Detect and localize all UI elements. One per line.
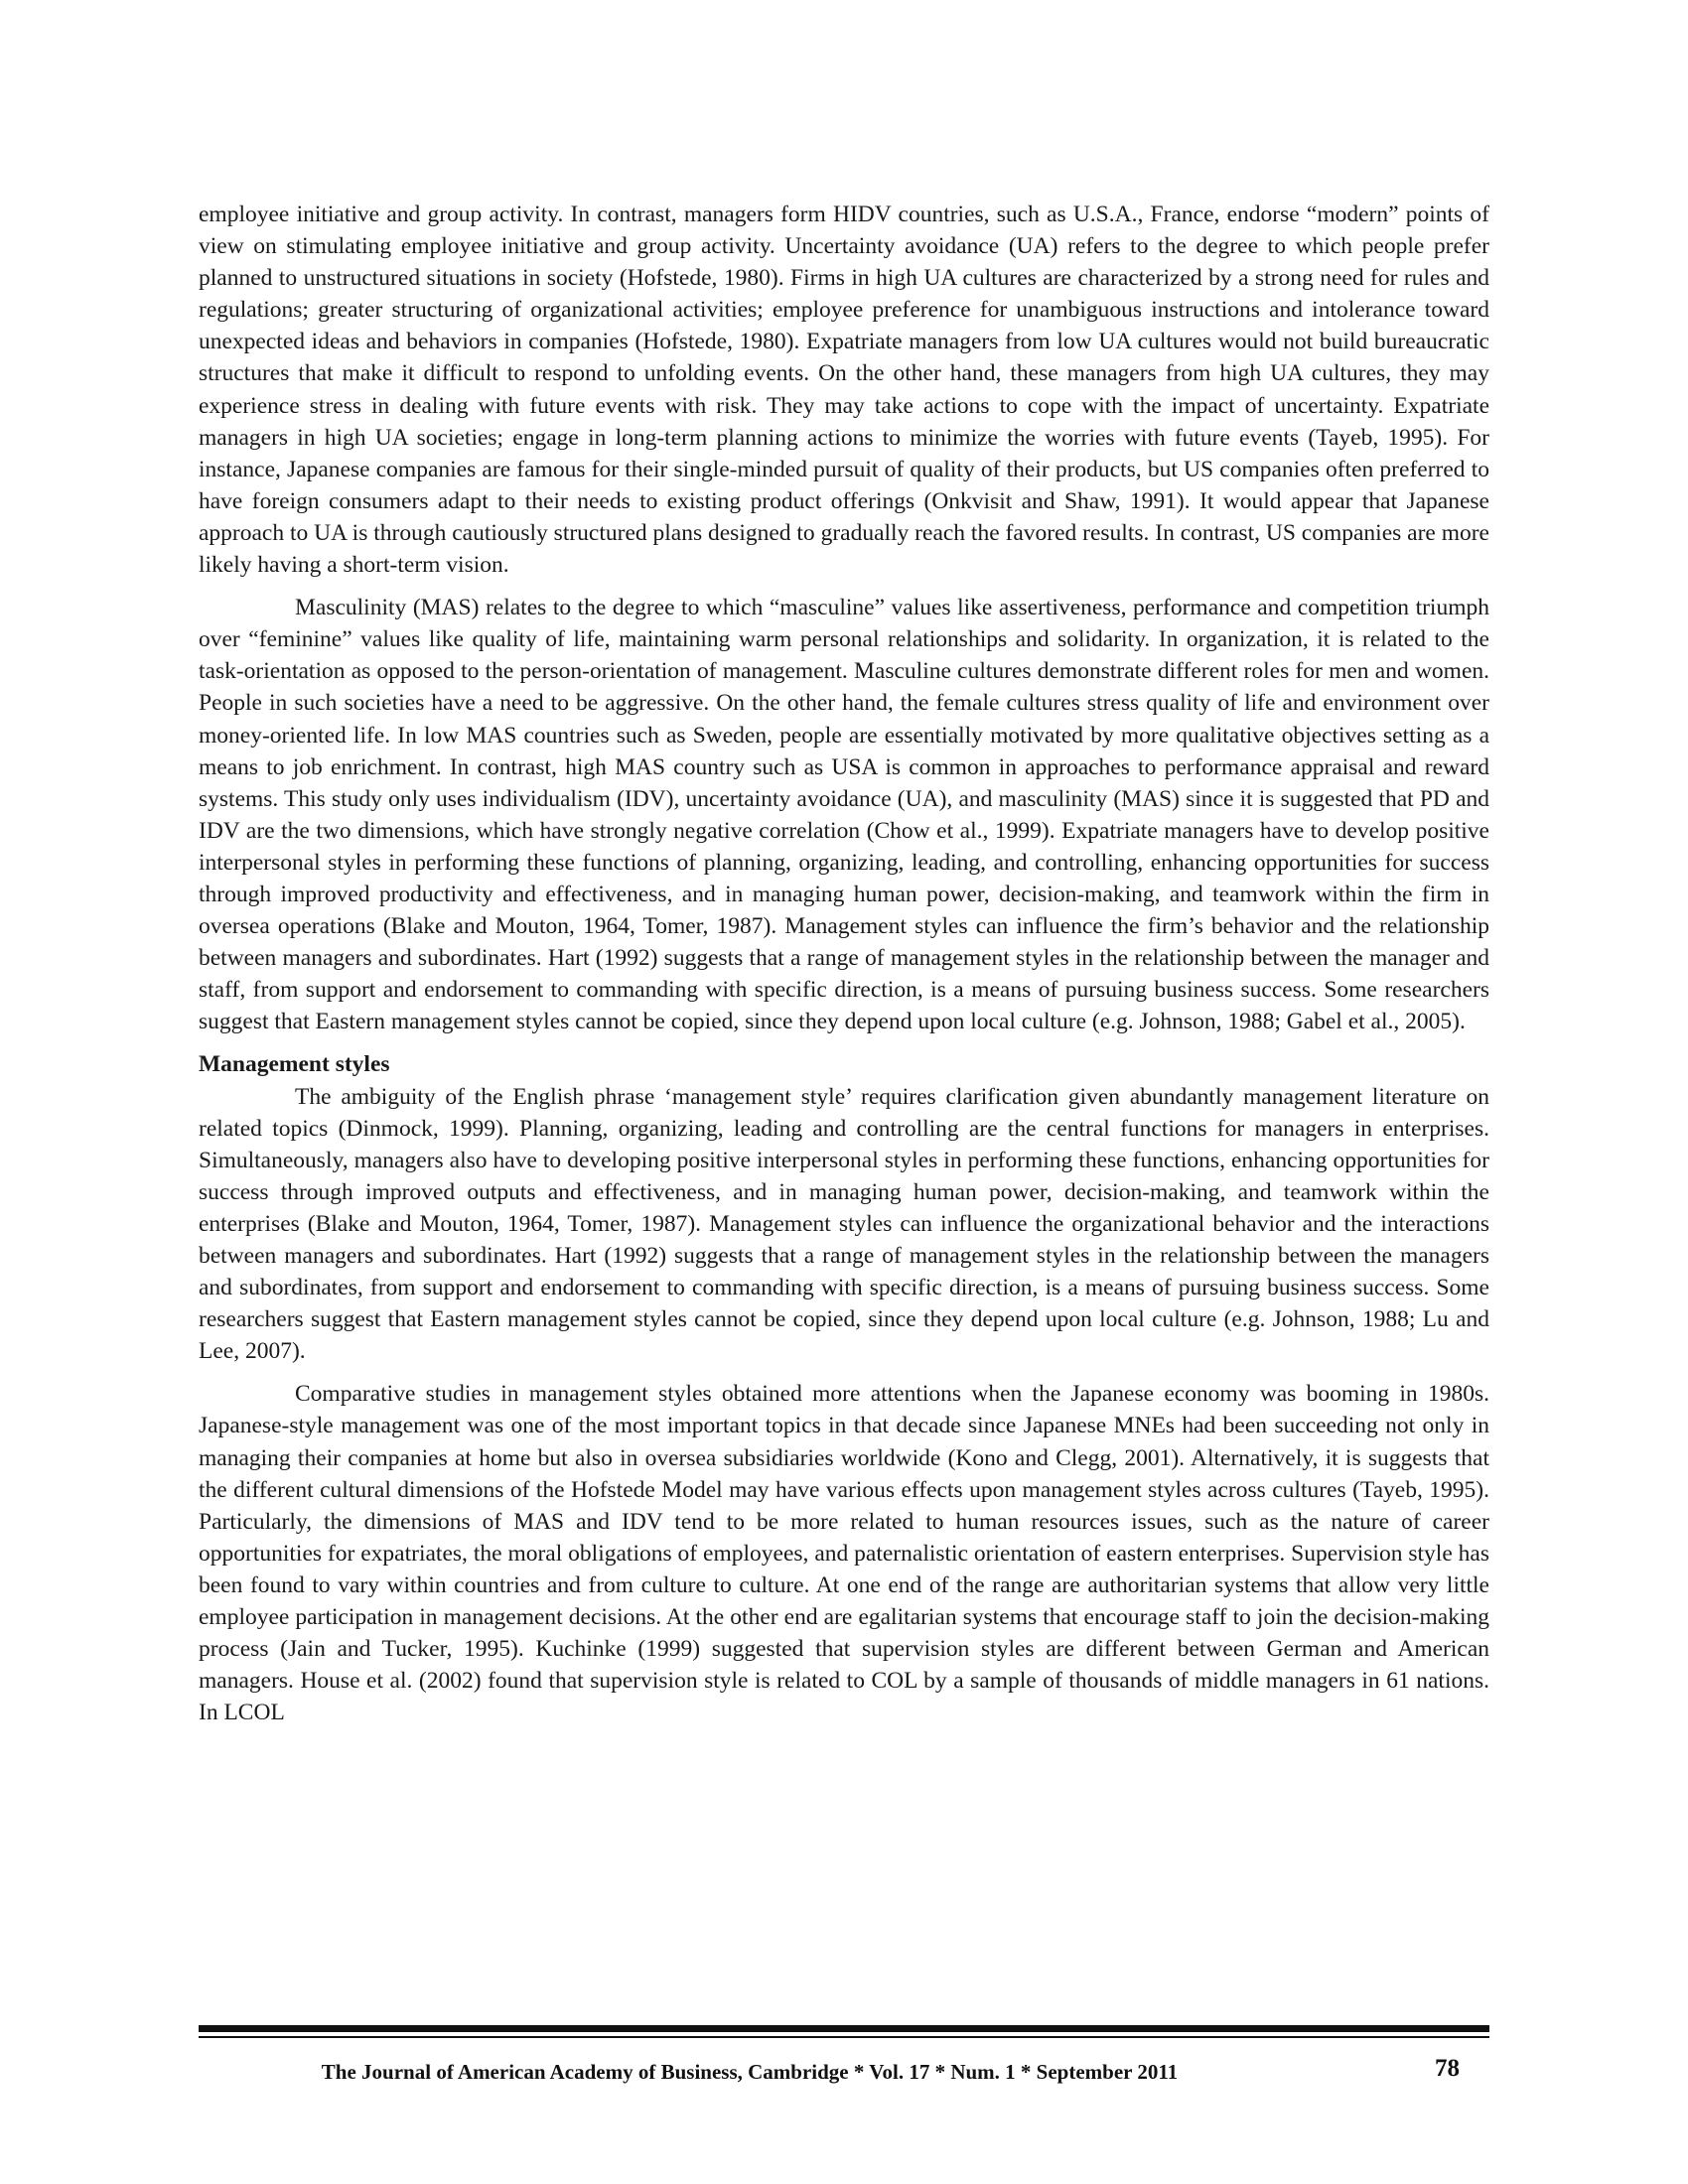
- page-body: [199, 199, 1489, 1728]
- section-heading: Management styles: [199, 1051, 390, 1078]
- paragraph-gap: [199, 581, 1489, 592]
- paragraph-gap: [199, 1367, 1489, 1378]
- footer-journal-line: The Journal of American Academy of Business, Cambridge * Vol. 17 * Num. 1 * September 2011: [321, 2060, 1179, 2084]
- body-paragraph-1: employee initiative and group activity. In contrast, managers form HIDV countries, such as U.S.A., France, endorse “modern” points of view on stimulating employee initiative and group activity. Uncertainty avoidance (UA) refers to the degree to which people prefer planned to unstructured situations in society (Hofstede, 1980). Firms in high UA cultures are characterized by a strong need for rules and regulations; greater structuring of organizational activities; employee preference for unambiguous instructions and intolerance toward unexpected ideas and behaviors in companies (Hofstede, 1980). Expatriate managers from low UA cultures would not build bureaucratic structures that make it difficult to respond to unfolding events. On the other hand, these managers from high UA cultures, they may experience stress in dealing with future events with risk. They may take actions to cope with the impact of uncertainty. Expatriate managers in high UA societies; engage in long-term planning actions to minimize the worries with future events (Tayeb, 1995). For instance, Japanese companies are famous for their single-minded pursuit of quality of their products, but US companies often preferred to have foreign consumers adapt to their needs to existing product offerings (Onkvisit and Shaw, 1991). It would appear that Japanese approach to UA is through cautiously structured plans designed to gradually reach the favored results. In contrast, US companies are more likely having a short-term vision.: [199, 202, 1489, 579]
- footer-rule-thin: [199, 2036, 1489, 2038]
- body-paragraph-4: Comparative studies in management styles obtained more attentions when the Japanese economy was booming in 1980s. Japanese-style management was one of the most important topics in that decade since Japanese MNEs had been succeeding not only in managing their companies at home but also in oversea subsidiaries worldwide (Kono and Clegg, 2001). Alternatively, it is suggests that the different cultural dimensions of the Hofstede Model may have various effects upon management styles across cultures (Tayeb, 1995). Particularly, the dimensions of MAS and IDV tend to be more related to human resources issues, such as the nature of career opportunities for expatriates, the moral obligations of employees, and paternalistic orientation of eastern enterprises. Supervision style has been found to vary within countries and from culture to culture. At one end of the range are authoritarian systems that allow very little employee participation in management decisions. At the other end are egalitarian systems that encourage staff to join the decision-making process (Jain and Tucker, 1995). Kuchinke (1999) suggested that supervision styles are different between German and American managers. House et al. (2002) found that supervision style is related to COL by a sample of thousands of middle managers in 61 nations. In LCOL: [199, 1381, 1489, 1726]
- body-paragraph-2: Masculinity (MAS) relates to the degree to which “masculine” values like assertiveness, performance and competition triumph over “feminine” values like quality of life, maintaining warm personal relationships and solidarity. In organization, it is related to the task-orientation as opposed to the person-orientation of management. Masculine cultures demonstrate different roles for men and women. People in such societies have a need to be aggressive. On the other hand, the female cultures stress quality of life and environment over money-oriented life. In low MAS countries such as Sweden, people are essentially motivated by more qualitative objectives setting as a means to job enrichment. In contrast, high MAS country such as USA is common in approaches to performance appraisal and reward systems. This study only uses individualism (IDV), uncertainty avoidance (UA), and masculinity (MAS) since it is suggested that PD and IDV are the two dimensions, which have strongly negative correlation (Chow et al., 1999). Expatriate managers have to develop positive interpersonal styles in performing these functions of planning, organizing, leading, and controlling, enhancing opportunities for success through improved productivity and effectiveness, and in managing human power, decision-making, and teamwork within the firm in oversea operations (Blake and Mouton, 1964, Tomer, 1987). Management styles can influence the firm’s behavior and the relationship between managers and subordinates. Hart (1992) suggests that a range of management styles in the relationship between the manager and staff, from support and endorsement to commanding with specific direction, is a means of pursuing business success. Some researchers suggest that Eastern management styles cannot be copied, since they depend upon local culture (e.g. Johnson, 1988; Gabel et al., 2005).: [199, 595, 1489, 1035]
- paragraph-gap: [199, 1037, 1489, 1048]
- page-number: 78: [1435, 2055, 1460, 2082]
- footer-rule-thick: [199, 2025, 1489, 2032]
- body-paragraph-3: The ambiguity of the English phrase ‘management style’ requires clarification given abundantly management literature on related topics (Dinmock, 1999). Planning, organizing, leading and controlling are the central functions for managers in enterprises. Simultaneously, managers also have to developing positive interpersonal styles in performing these functions, enhancing opportunities for success through improved outputs and effectiveness, and in managing human power, decision-making, and teamwork within the enterprises (Blake and Mouton, 1964, Tomer, 1987). Management styles can influence the organizational behavior and the interactions between managers and subordinates. Hart (1992) suggests that a range of management styles in the relationship between the managers and subordinates, from support and endorsement to commanding with specific direction, is a means of pursuing business success. Some researchers suggest that Eastern management styles cannot be copied, since they depend upon local culture (e.g. Johnson, 1988; Lu and Lee, 2007).: [199, 1083, 1489, 1365]
